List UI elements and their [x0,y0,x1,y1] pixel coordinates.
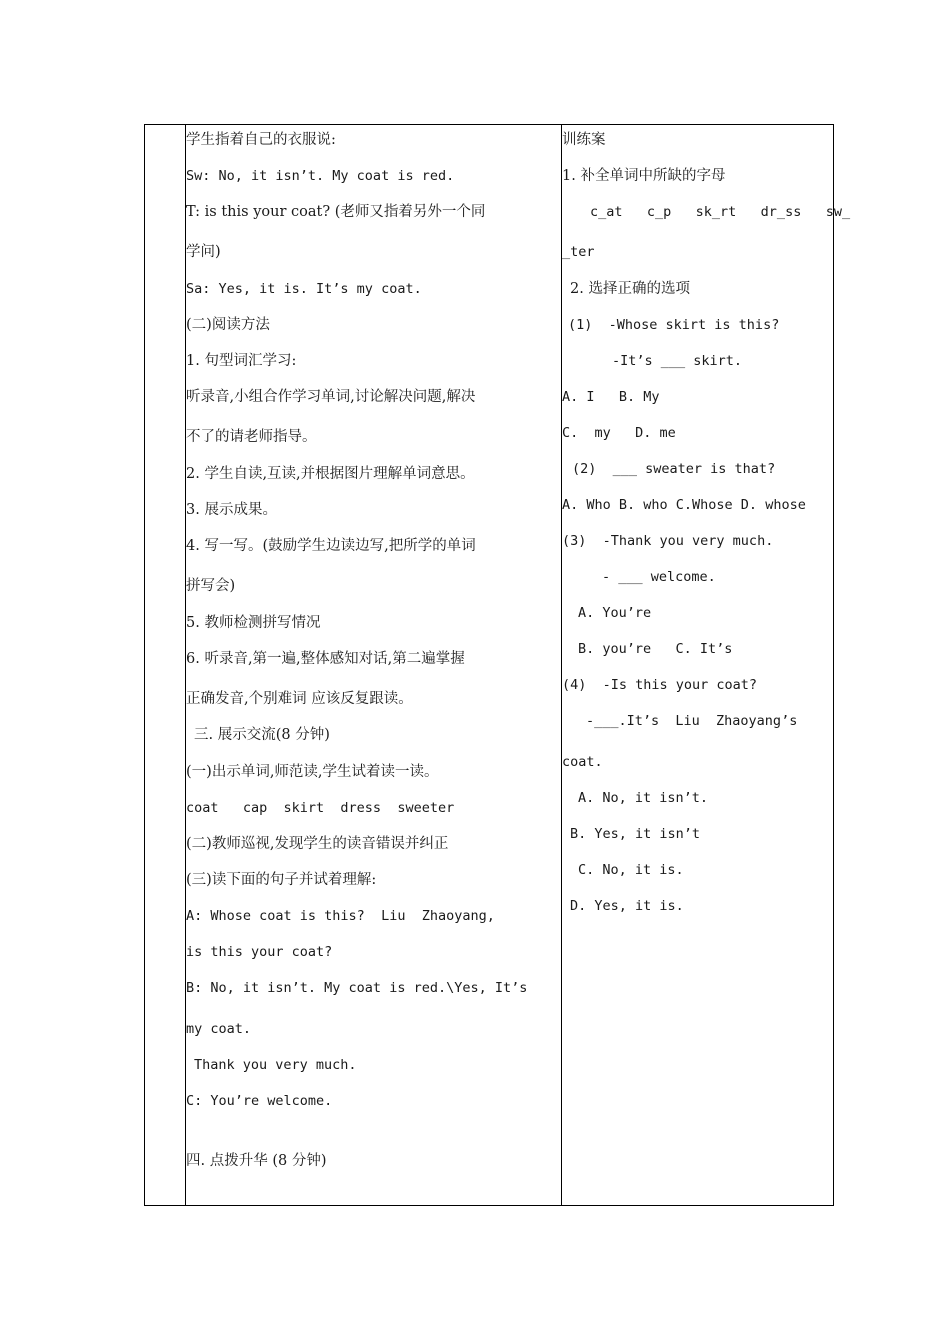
section-heading: 三. 展示交流(8 分钟) [194,727,330,743]
question: (3) -Thank you very much. [562,533,774,549]
section-heading: 训练案 [562,132,606,148]
text-line: 6. 听录音,第一遍,整体感知对话,第二遍掌握 [186,651,465,667]
column-divider [561,125,562,1205]
answer-option: D. Yes, it is. [570,898,684,914]
answer-options: C. my D. me [562,425,676,441]
fill-in-words: c_at c_p sk_rt dr_ss sw_ [590,204,851,220]
exercise-title: 1. 补全单词中所缺的字母 [562,168,726,184]
question: (1) -Whose skirt is this? [568,317,780,333]
question-line: - ___ welcome. [602,569,716,585]
section-heading: 四. 点拨升华 (8 分钟) [186,1153,327,1169]
text-line: Sw: No, it isn’t. My coat is red. [186,168,455,184]
answer-option: A. You’re [578,605,652,621]
text-line: Sa: Yes, it is. It’s my coat. [186,281,422,297]
dialogue-line: is this your coat? [186,944,333,960]
dialogue-line: C: You’re welcome. [186,1093,333,1109]
question-line: -___.It’s Liu Zhaoyang’s [586,713,798,729]
text-line: 不了的请老师指导。 [186,429,317,445]
question: (4) -Is this your coat? [562,677,758,693]
text-line: 正确发音,个别难词 应该反复跟读。 [186,691,413,707]
exercise-title: 2. 选择正确的选项 [570,281,690,297]
answer-option: C. No, it is. [578,862,684,878]
answer-option: B. Yes, it isn’t [570,826,701,842]
text-line: 2. 学生自读,互读,并根据图片理解单词意思。 [186,466,475,482]
dialogue-line: B: No, it isn’t. My coat is red.\Yes, It’s [186,980,528,996]
text-line: 学生指着自己的衣服说: [186,132,336,148]
fill-in-words: _ter [562,244,595,260]
text-line: 学问) [186,244,221,260]
text-line: 5. 教师检测拼写情况 [186,615,321,631]
text-line: 拼写会) [186,578,236,594]
answer-option: A. No, it isn’t. [578,790,709,806]
question-line: -It’s ___ skirt. [612,353,743,369]
question: (2) ___ sweater is that? [572,461,776,477]
lesson-table [144,124,851,1206]
text-line: 1. 句型词汇学习: [186,353,297,369]
question-line: coat. [562,754,603,770]
dialogue-line: A: Whose coat is this? Liu Zhaoyang, [186,908,495,924]
answer-options: B. you’re C. It’s [578,641,733,657]
text-line: (二)阅读方法 [186,317,270,333]
text-line: 听录音,小组合作学习单词,讨论解决问题,解决 [186,389,476,405]
answer-options: A. I B. My [562,389,660,405]
text-line: (一)出示单词,师范读,学生试着读一读。 [186,764,439,780]
text-line: T: is this your coat? (老师又指着另外一个同 [186,204,486,220]
dialogue-line: Thank you very much. [194,1057,357,1073]
text-line: 3. 展示成果。 [186,502,277,518]
text-line: (三)读下面的句子并试着理解: [186,872,377,888]
text-line: 4. 写一写。(鼓励学生边读边写,把所学的单词 [186,538,476,554]
word-list: coat cap skirt dress sweeter [186,800,455,816]
answer-options: A. Who B. who C.Whose D. whose [562,497,806,513]
dialogue-line: my coat. [186,1021,252,1037]
text-line: (二)教师巡视,发现学生的读音错误并纠正 [186,836,449,852]
